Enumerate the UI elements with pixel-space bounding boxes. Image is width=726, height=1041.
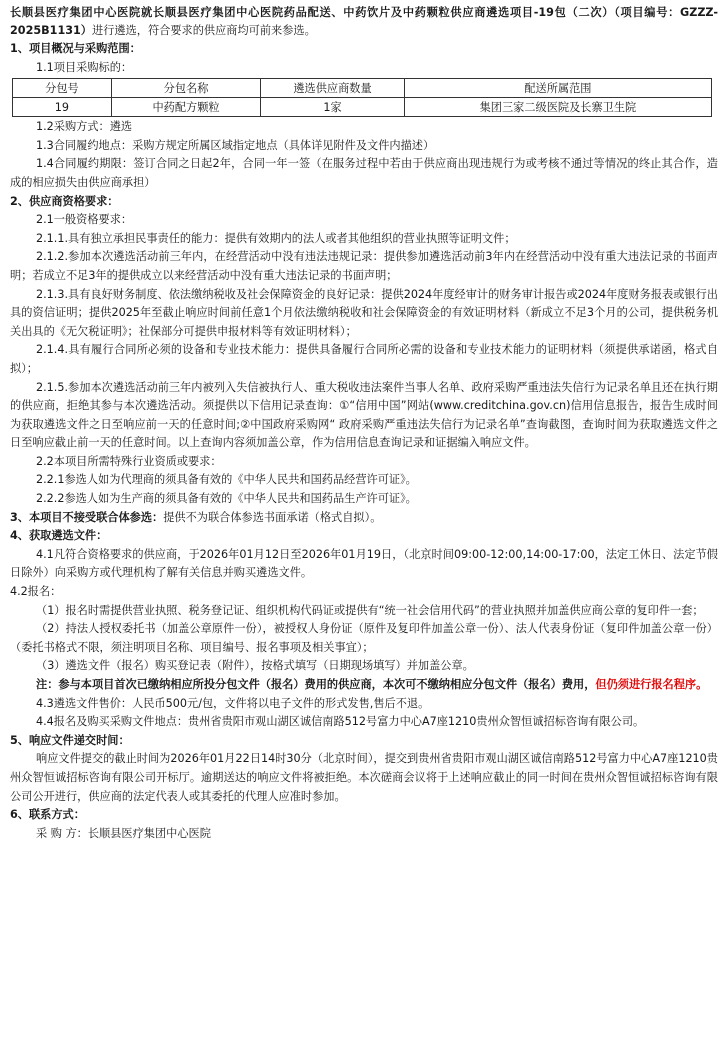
section-4-2: 4.2报名：	[10, 585, 62, 599]
package-table-header: 遴选供应商数量	[261, 79, 405, 98]
section-4-heading: 4、获取遴选文件：	[10, 529, 108, 543]
section-2-1-3: 2.1.3.具有良好财务制度、依法缴纳税收及社会保障资金的良好记录：提供2024年度经审计的财务审计报告或2024年度财务报表或银行出具的资信证明；提供2025年至截止响应时间前任意1个月依法缴纳税收和社会保障资金的有效证明材料（新成立不足3个月的公司，提供税务机关出具的《无欠税证明》；社保部分可提供申报材料等有效证明材料）；	[10, 287, 718, 338]
section-1-1-label: 1.1项目采购标的：	[36, 60, 133, 74]
section-2-2-2: 2.2.2参选人如为生产商的须具备有效的《中华人民共和国药品生产许可证》。	[36, 492, 417, 506]
section-4-2-item-3: （3）遴选文件（报名）购买登记表（附件），按格式填写（日期现场填写）并加盖公章。	[36, 659, 474, 673]
section-1-3: 1.3合同履约地点：采购方规定所属区域指定地点（具体详见附件及文件内描述）	[36, 138, 435, 152]
section-2-heading: 2、供应商资格要求：	[10, 194, 119, 208]
section-2-1-4: 2.1.4.具有履行合同所必须的设备和专业技术能力：提供具备履行合同所必需的设备和专业技术能力的证明材料（须提供承诺函，格式自拟）；	[10, 343, 718, 375]
package-table-header: 分包名称	[111, 79, 260, 98]
section-6-heading: 6、联系方式：	[10, 808, 85, 822]
section-4-note	[10, 676, 718, 695]
section-5-heading: 5、响应文件递交时间：	[10, 733, 130, 747]
package-name-cell: 中药配方颗粒	[111, 98, 260, 117]
supplier-count-cell: 1家	[261, 98, 405, 117]
package-table-header: 配送所属范围	[404, 79, 711, 98]
section-2-1-5: 2.1.5.参加本次遴选活动前三年内被列入失信被执行人、重大税收违法案件当事人名单、政府采购严重违法失信行为记录名单且还在执行期的供应商，拒绝其参与本次遴选活动。须提供以下信用记录查询：①“信用中国”网站(www.creditchina.gov.cn)信用信息报告，报告生成时间为获取遴选文件之日至响应前一天的任意时间;②中国政府采购网“ 政府采购严重违法失信行为记录名单”查询截图，查询时间为获取遴选文件之日至响应截止前一天的任意时间。以上查询内容须加盖公章，作为信用信息查询记录和证据编入响应文件。	[10, 380, 718, 450]
delivery-scope-cell: 集团三家二级医院及长寨卫生院	[404, 98, 711, 117]
package-table-header-row	[13, 79, 712, 98]
section-3-text: 提供不为联合体参选书面承诺（格式自拟）。	[163, 510, 382, 524]
section-4-2-item-2: （2）持法人授权委托书（加盖公章原件一份），被授权人身份证（原件及复印件加盖公章一份）、法人代表身份证（复印件加盖公章一份）（委托书格式不限，须注明项目名称、项目编号、报名事项及相关事宜）；	[10, 622, 718, 654]
section-4-1: 4.1凡符合资格要求的供应商，于2026年01月12日至2026年01月19日，（北京时间09:00-12:00,14:00-17:00，法定工休日、法定节假日除外）向采购方或代理机构了解有关信息并购买遴选文件。	[10, 547, 718, 580]
table-row	[13, 98, 712, 117]
section-2-2-1: 2.2.1参选人如为代理商的须具备有效的《中华人民共和国药品经营许可证》。	[36, 473, 417, 487]
intro-paragraph	[10, 4, 718, 40]
section-5-text: 响应文件提交的截止时间为2026年01月22日14时30分（北京时间），提交到贵州省贵阳市观山湖区诚信南路512号富力中心A7座1210贵州众智恒诚招标咨询有限公司开标厅。逾期送达的响应文件将被拒绝。本次磋商会议将于上述响应截止的同一时间在贵州众智恒诚招标咨询有限公司公开进行，供应商的法定代表人或其委托的代理人应准时参加。	[10, 752, 718, 803]
buyer-contact: 采 购 方：长顺县医疗集团中心医院	[36, 826, 211, 840]
section-2-1: 2.1一般资格要求：	[36, 213, 133, 227]
package-table-header: 分包号	[13, 79, 112, 98]
section-1-heading: 1、项目概况与采购范围：	[10, 42, 141, 55]
section-4-3: 4.3遴选文件售价：人民币500元/包，文件将以电子文件的形式发售,售后不退。	[36, 696, 430, 710]
section-3-heading: 3、本项目不接受联合体参选：	[10, 510, 164, 524]
package-table	[12, 78, 712, 117]
section-1-4: 1.4合同履约期限：签订合同之日起2年，合同一年一签（在服务过程中若由于供应商出现违规行为或考核不通过等情况的终止其合作，造成的相应损失由供应商承担）	[10, 157, 718, 189]
package-number-cell: 19	[13, 98, 112, 117]
intro-bold-text: 长顺县医疗集团中心医院就长顺县医疗集团中心医院药品配送、中药饮片及中药颗粒供应商遴选项目-19包（二次）（项目编号：GZZZ-2025B1131）	[10, 6, 718, 37]
section-3	[10, 509, 718, 528]
section-1-2: 1.2采购方式：遴选	[36, 120, 133, 134]
intro-normal-text: 进行遴选，符合要求的供应商均可前来参选。	[92, 24, 316, 37]
section-2-1-1: 2.1.1.具有独立承担民事责任的能力：提供有效期内的法人或者其他组织的营业执照等证明文件；	[36, 231, 516, 245]
section-2-1-2: 2.1.2.参加本次遴选活动前三年内，在经营活动中没有违法违规记录：提供参加遴选活动前3年内在经营活动中没有重大违法记录的书面声明；若成立不足3年的提供成立以来经营活动中没有重大违法记录的书面声明；	[10, 250, 718, 282]
section-4-4: 4.4报名及购买采购文件地点：贵州省贵阳市观山湖区诚信南路512号富力中心A7座1210贵州众智恒诚招标咨询有限公司。	[36, 715, 645, 729]
section-4-2-item-1: （1）报名时需提供营业执照、税务登记证、组织机构代码证或提供有“统一社会信用代码”的营业执照并加盖供应商公章的复印件一套；	[36, 603, 704, 617]
note-bold-text: 注：参与本项目首次已缴纳相应所投分包文件（报名）费用的供应商，本次可不缴纳相应分包文件（报名）费用，	[36, 678, 596, 691]
section-2-2: 2.2本项目所需特殊行业资质或要求：	[36, 454, 222, 468]
note-red-text: 但仍须进行报名程序。	[595, 678, 708, 691]
